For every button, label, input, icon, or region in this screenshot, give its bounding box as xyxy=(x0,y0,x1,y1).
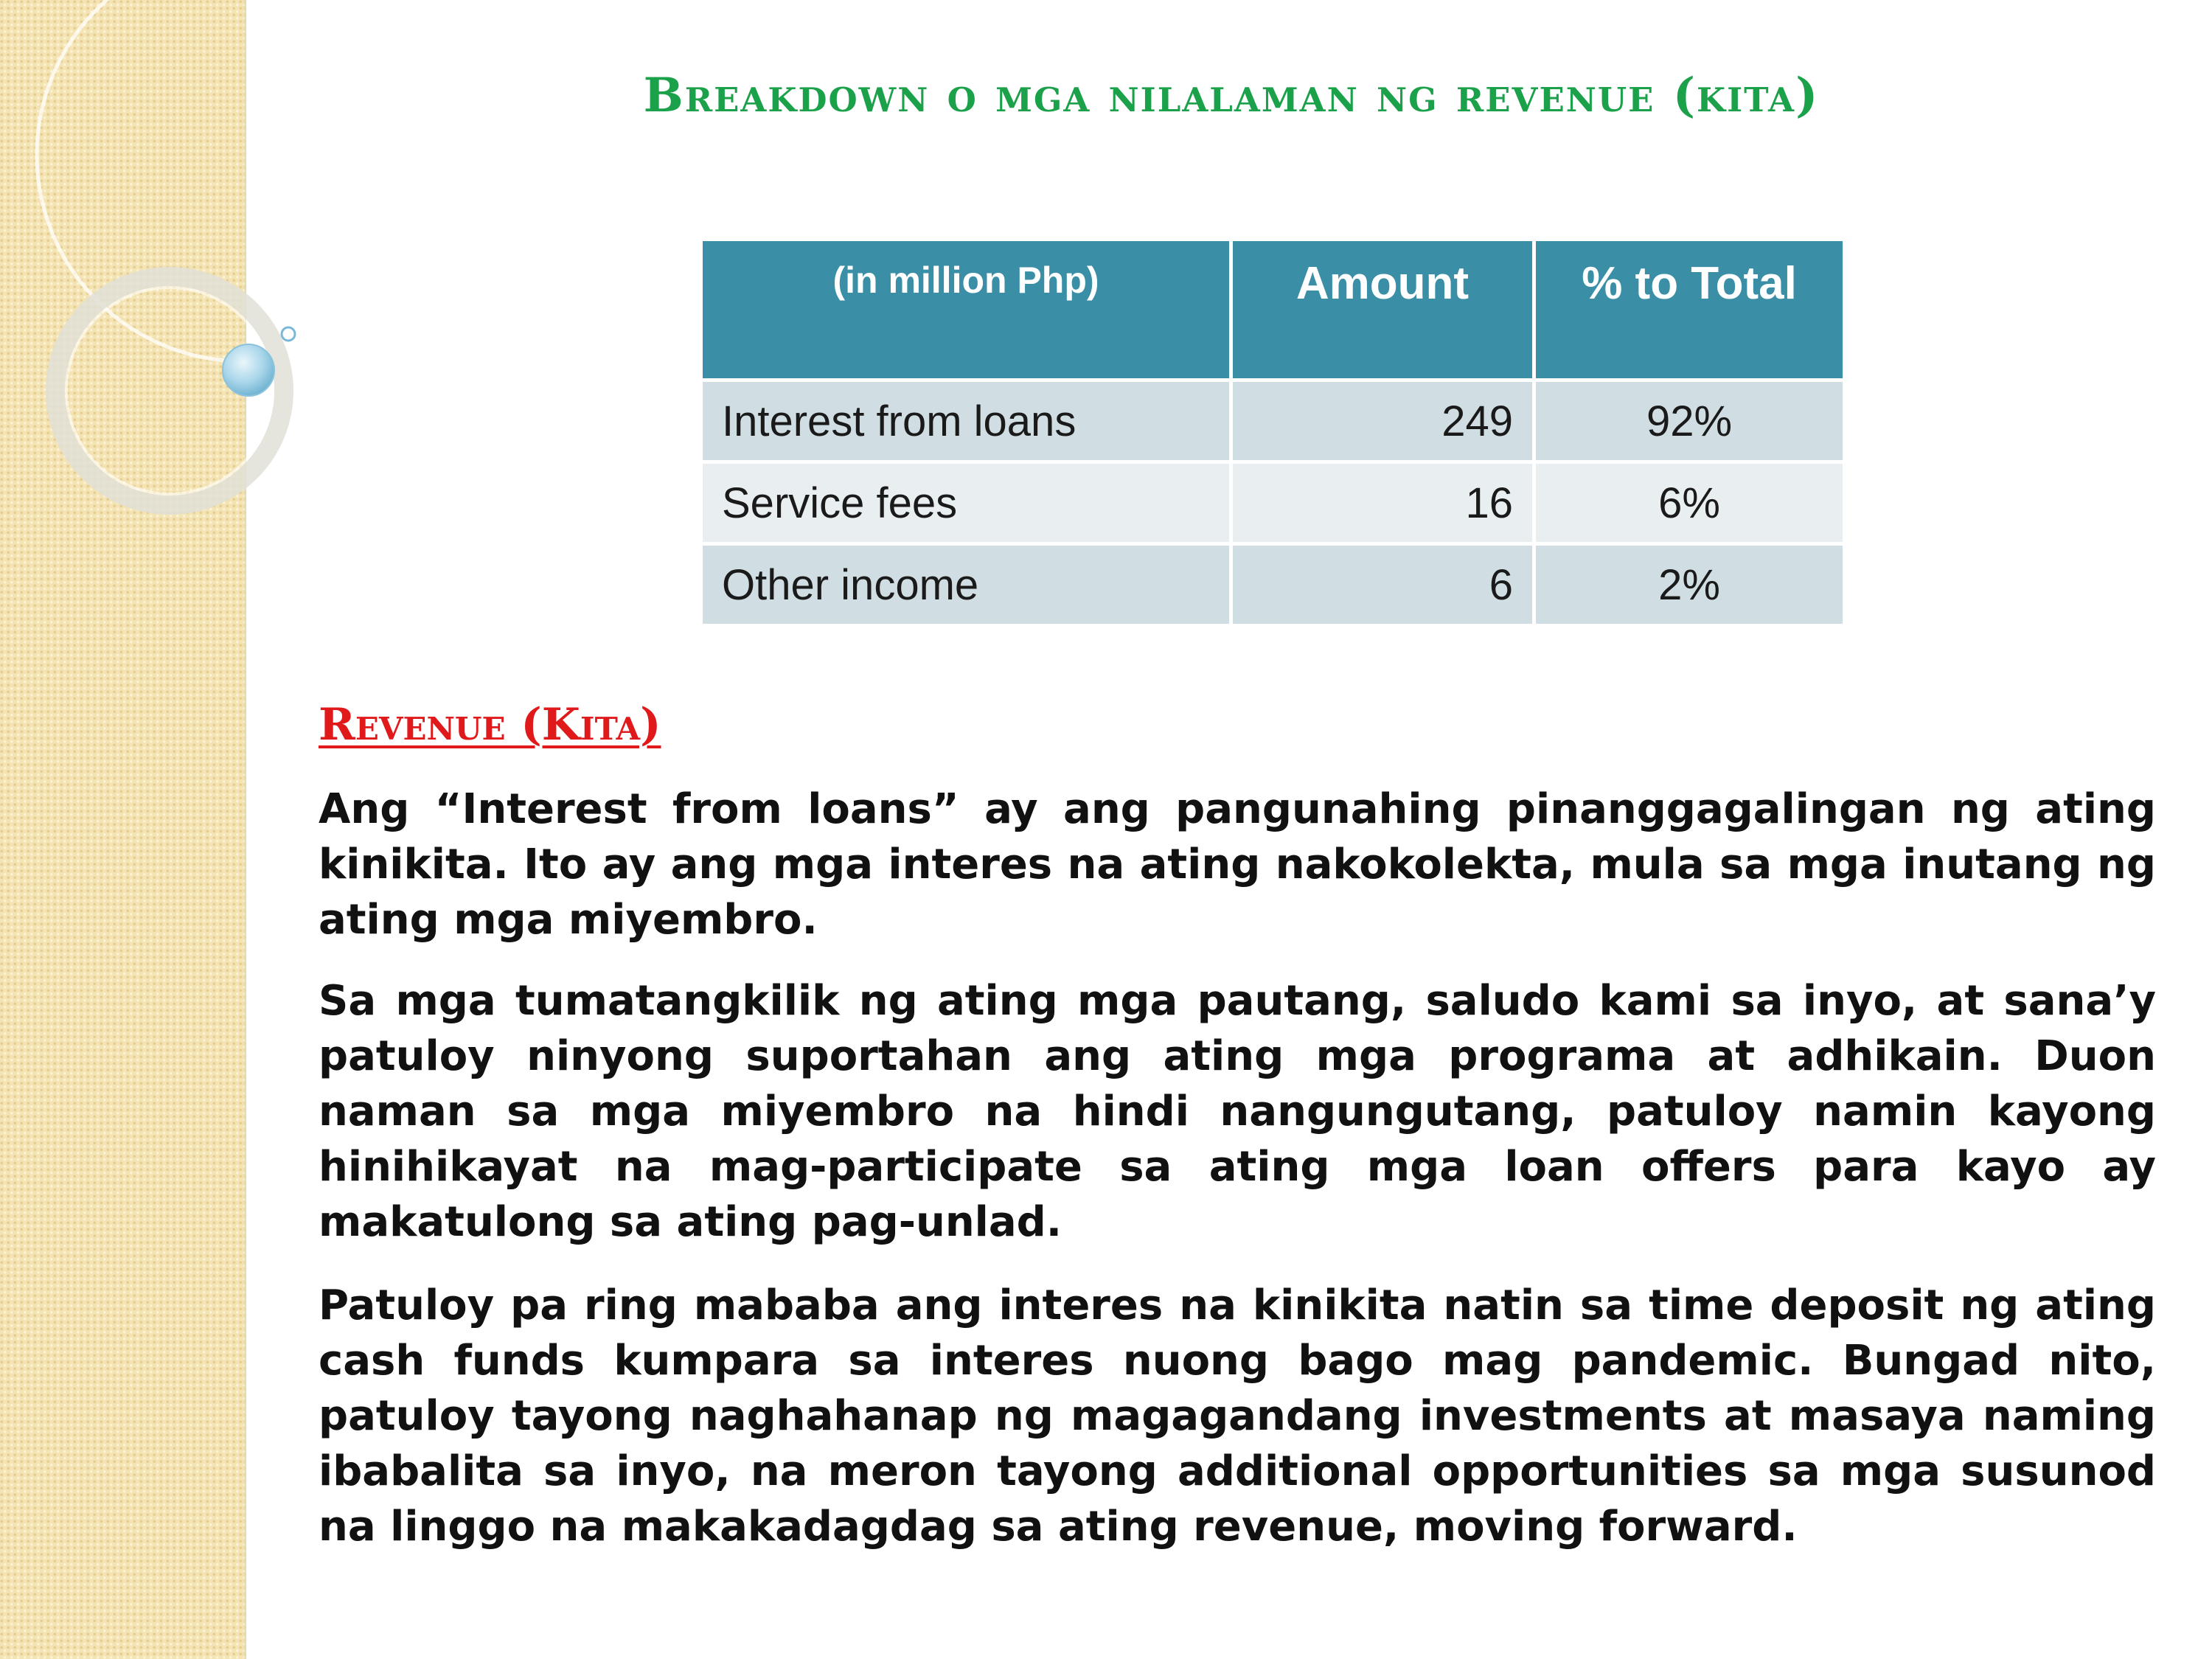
slide-title: Breakdown o mga nilalaman ng revenue (kita) xyxy=(643,68,1820,123)
small-ring-dot xyxy=(282,327,295,341)
decorative-circles xyxy=(0,0,310,560)
large-arc-ring xyxy=(37,0,310,361)
table-header-row xyxy=(703,241,1843,378)
table-row xyxy=(703,546,1843,624)
row-percent: 6% xyxy=(1536,464,1843,542)
paragraph-support: Sa mga tumatangkilik ng ating mga pautang, saludo kami sa inyo, at sana’y patuloy ninyong suportahan ang ating mga programa at adhikain. Duon naman sa mga miyembro na hindi nangungutang, patuloy namin kayong hinihikayat na mag-participate sa ating mga loan offers para kayo ay makatulong sa ating pag-unlad. xyxy=(319,977,2156,1246)
paragraph-interest: Ang “Interest from loans” ay ang pangunahing pinanggagalingan ng ating kinikita. Ito ay ang mga interes na ating nakokolekta, mula sa mga inutang ng ating mga miyembro. xyxy=(319,785,2156,944)
section-heading: Revenue (Kita) xyxy=(319,699,661,751)
row-amount: 16 xyxy=(1233,464,1532,542)
revenue-table xyxy=(699,237,1846,627)
row-percent: 2% xyxy=(1536,546,1843,624)
column-header-percent: % to Total xyxy=(1536,241,1843,378)
paragraph-investments: Patuloy pa ring mababa ang interes na kinikita natin sa time deposit ng ating cash funds kumpara sa interes nuong bago mag pandemic. Bungad nito, patuloy tayong naghahanap ng magagandang investments at masaya naming ibabalita sa inyo, na meron tayong additional opportunities sa mga susunod na linggo na makakadagdag sa ating revenue, moving forward. xyxy=(319,1281,2156,1551)
row-amount: 249 xyxy=(1233,382,1532,460)
row-percent: 92% xyxy=(1536,382,1843,460)
column-header-category: (in million Php) xyxy=(703,241,1229,378)
row-amount: 6 xyxy=(1233,546,1532,624)
row-label: Service fees xyxy=(703,464,1229,542)
bubble-dot xyxy=(223,344,274,396)
row-label: Other income xyxy=(703,546,1229,624)
row-label: Interest from loans xyxy=(703,382,1229,460)
table-row xyxy=(703,382,1843,460)
table-row xyxy=(703,464,1843,542)
column-header-amount: Amount xyxy=(1233,241,1532,378)
